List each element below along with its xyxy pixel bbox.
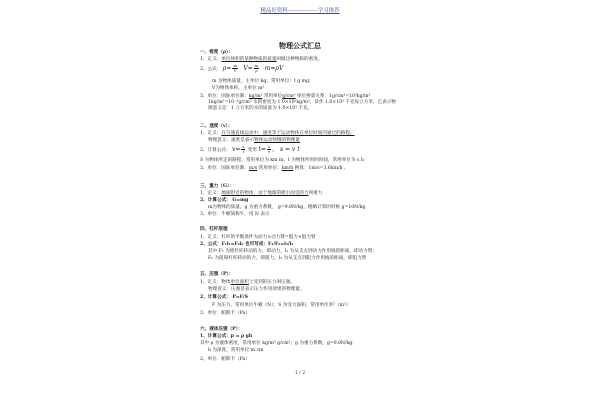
pressure-formula: 2、计算公式： P=F/S bbox=[200, 295, 248, 300]
speed-f2-den: v bbox=[267, 149, 271, 154]
header-link[interactable]: 精品好资料----------------学习推荐 bbox=[260, 8, 340, 14]
density-unit-common: g/cm³ bbox=[282, 94, 296, 99]
speed-unit-common: km/h bbox=[281, 166, 294, 171]
density-f2-den: ρ bbox=[255, 68, 258, 73]
speed-f-mid: 变形 bbox=[246, 148, 259, 153]
speed-f2-fraction bbox=[267, 145, 271, 154]
speed-meaning bbox=[208, 138, 300, 144]
speed-f1-den: t bbox=[242, 149, 245, 154]
density-def-suffix: 叫做这种物质的密度。 bbox=[276, 57, 323, 62]
density-f1-num: m bbox=[233, 63, 237, 68]
liquid-note-1: 其中 ρ 为液体密度，常用单位 kg/m³ g/cm³；g 为重力系数，g=9.8N/kg； bbox=[200, 341, 357, 346]
density-f2-fraction bbox=[254, 64, 260, 73]
gravity-unit: 3、单位：牛顿简称牛，用 N 表示 bbox=[200, 212, 270, 217]
speed-unit-main: m/s bbox=[248, 166, 258, 171]
speed-unit-conv: 换算：1m/s=3.6km/h 。 bbox=[293, 166, 349, 171]
pressure-note: F 为压力，常用单位牛顿（N）；S 为受力面积，常用单位米²（m²） bbox=[212, 303, 351, 308]
speed-f3: ， s = v t bbox=[272, 146, 300, 153]
gravity-note: m为物体的质量，g 为重力系数， g=9.8N/kg，粗略计算的时候 g=10N/kg bbox=[208, 205, 366, 210]
density-unit-prefix: 3、单位：国际单位制： bbox=[200, 94, 249, 99]
section-lever-heading: 四、杠杆原理 bbox=[200, 227, 228, 232]
speed-f1-num: s bbox=[242, 144, 245, 149]
density-unit-main: kg/m³ bbox=[248, 94, 263, 99]
density-def-prefix: 1、定义： bbox=[200, 57, 222, 62]
pressure-def-prefix: 1、定义：物体 bbox=[200, 280, 231, 285]
density-f1-fraction bbox=[232, 64, 238, 73]
density-unit-meaning: 理意义是：1 立方米的水的质量为 1.0×10³ 千克。 bbox=[208, 106, 313, 111]
density-formula-label: 2、公式： bbox=[200, 67, 222, 72]
gravity-definition bbox=[200, 191, 322, 197]
lever-note-1: 其中 F₁ 为使杠杆转动的力，即动力，l₁ 为从支点到动力作用线的距离，即动力臂； bbox=[208, 249, 377, 254]
density-unit-conv: 单位换算关系：1g/cm³=10³kg/m³ bbox=[295, 94, 371, 99]
density-f2-lhs: V= bbox=[243, 65, 253, 72]
section-pressure-heading: 五、压强（P）： bbox=[200, 272, 234, 277]
speed-meaning-underlined: 物体运动快慢的物理量 bbox=[253, 138, 300, 143]
density-f1-den: V bbox=[233, 68, 237, 73]
density-f3: m=ρV bbox=[264, 65, 284, 72]
speed-unit-prefix: 3、单位：国际单位制： bbox=[200, 166, 249, 171]
pressure-unit: 3、单位：帕斯卡（Pa） bbox=[200, 311, 250, 316]
speed-formula-label: 2、计算公式： bbox=[200, 148, 231, 153]
density-formula bbox=[200, 64, 283, 75]
speed-f1-lhs: v= bbox=[231, 146, 241, 153]
density-unit-conv2: 1kg/m³=10⁻³g/cm³ 水的密度为 1.0×10³kg/m³，读作 1.0×10³ 千克每立方米，它表示物 bbox=[208, 100, 396, 105]
speed-note: S 为物体所走的路程，常用单位为 km m；t 为物体所用的时间，常用单位为 s h bbox=[200, 158, 364, 163]
density-def-underlined: 单位体积的某种物质的质量 bbox=[221, 57, 277, 62]
speed-unit bbox=[200, 166, 349, 172]
speed-meaning-prefix: 物理意义：速度是表示 bbox=[208, 138, 254, 143]
liquid-formula: 1、计算公式：p = ρ gh bbox=[200, 334, 253, 339]
gravity-def-suffix: 叫重力 bbox=[308, 191, 323, 196]
speed-def-prefix: 1、定义： bbox=[200, 131, 222, 136]
lever-formula: 2、公式：F₁l₁=F₂l₂ 也可写成：F₁/F₂=l₂/l₁ bbox=[200, 242, 294, 247]
gravity-def-prefix: 1、定义： bbox=[200, 191, 222, 196]
density-note-m: m 为物体质量，主单位 kg；常用单位：t g mg； bbox=[212, 79, 314, 84]
density-f1-lhs: ρ= bbox=[222, 65, 232, 72]
liquid-unit: 2、单位：帕斯卡（Pa） bbox=[200, 357, 250, 362]
pressure-def-underlined: 单位面积 bbox=[230, 280, 249, 285]
pressure-definition bbox=[200, 280, 295, 286]
speed-unit-common-label: 常用单位： bbox=[257, 166, 282, 171]
page-title: 物理公式汇总 bbox=[279, 41, 321, 50]
section-gravity-heading: 三、重力（G）： bbox=[200, 184, 234, 189]
gravity-def-underlined: 地面附近的物体，由于地球的吸引而受的力 bbox=[221, 191, 309, 196]
pressure-meaning: 物理意义：压强是表示压力作用效果的物理量。 bbox=[208, 287, 305, 292]
section-liquid-heading: 六、液体压强（P）： bbox=[200, 327, 243, 332]
lever-definition: 1、定义：杠杆的平衡条件为动力×动力臂=阻力×阻力臂 bbox=[200, 235, 316, 240]
speed-formula bbox=[200, 145, 300, 156]
speed-definition bbox=[200, 131, 355, 137]
page-number: 1 / 2 bbox=[294, 371, 306, 376]
liquid-note-2: h 为深度，常用单位 m cm bbox=[208, 348, 264, 353]
density-note-v: V为物体体积，主单位 m³ bbox=[212, 86, 265, 91]
speed-f2-lhs: t= bbox=[258, 146, 266, 153]
section-speed-heading: 二、速度（v）： bbox=[200, 124, 233, 129]
speed-def-underlined: 在匀速直线运动中，速度等于运动物体在单位时间内通过的路程。 bbox=[221, 131, 355, 136]
section-density-heading: 一、密度（ρ）： bbox=[200, 50, 233, 55]
lever-note-2: F₂ 为阻碍杠杆转动的力，即阻力，l₂ 为从支点到阻力作用线的距离，即阻力臂 bbox=[208, 256, 367, 261]
density-f2-num: m bbox=[254, 63, 259, 68]
density-definition bbox=[200, 57, 322, 63]
density-unit-common-label: 常用单位 bbox=[262, 94, 283, 99]
gravity-formula: 2、计算公式： G=mg bbox=[200, 198, 249, 203]
pressure-def-suffix: 上受到的压力叫压强。 bbox=[248, 280, 295, 285]
speed-f1-fraction bbox=[241, 145, 245, 154]
speed-f2-num: s bbox=[268, 144, 270, 149]
